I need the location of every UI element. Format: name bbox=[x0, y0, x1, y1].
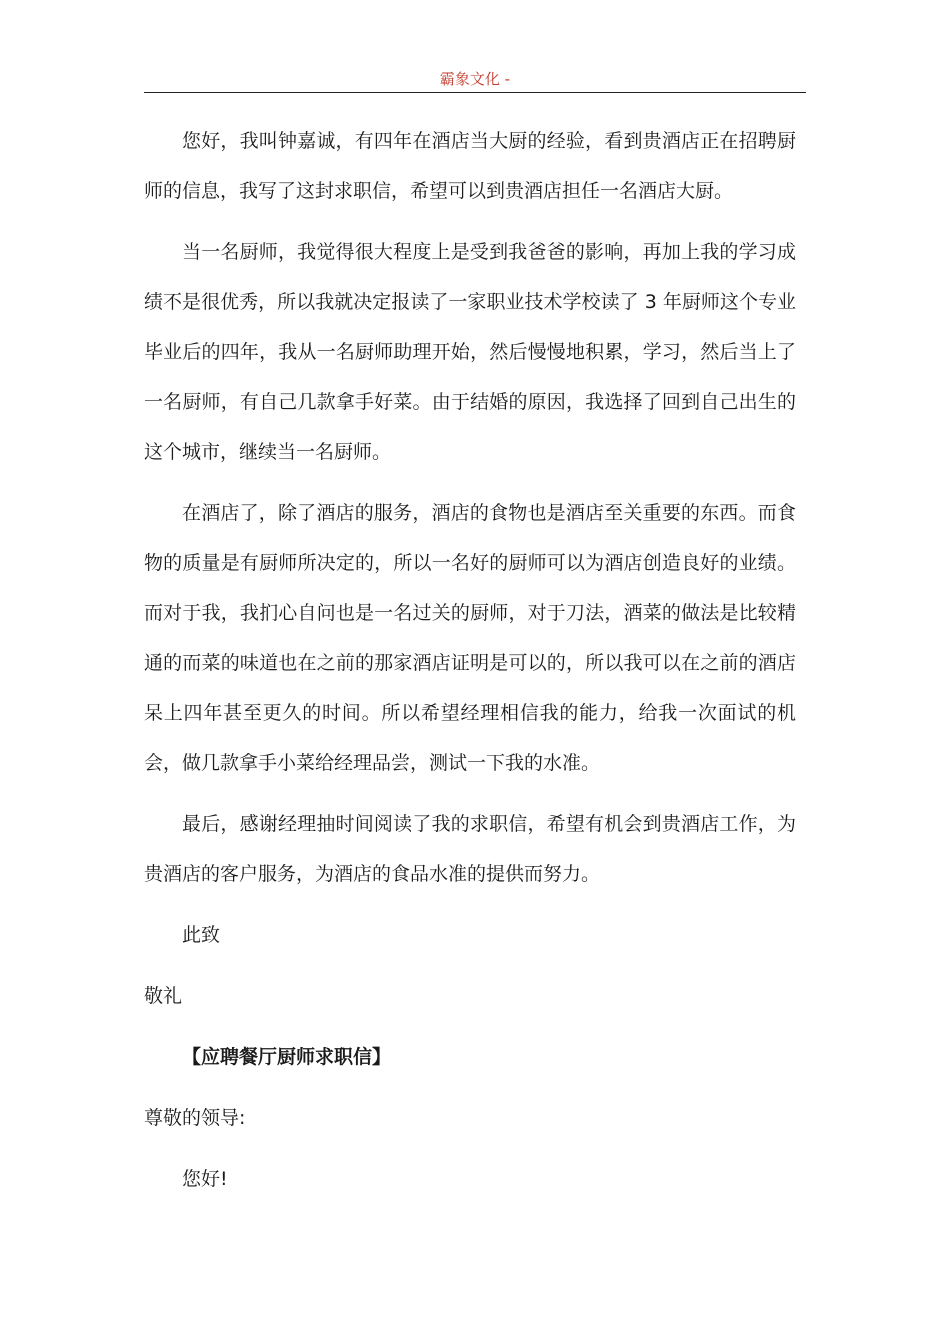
paragraph-thanks: 最后，感谢经理抽时间阅读了我的求职信，希望有机会到贵酒店工作，为贵酒店的客户服务，为酒店的食品水准的提供而努力。 bbox=[144, 813, 796, 885]
second-letter-opening: 您好! bbox=[182, 1168, 228, 1190]
header-title: 霸象文化 - bbox=[439, 70, 511, 88]
closing-greeting: 此致 bbox=[182, 924, 221, 946]
paragraph-background: 当一名厨师，我觉得很大程度上是受到我爸爸的影响，再加上我的学习成绩不是很优秀，所以我就决定报读了一家职业技术学校读了 3 年厨师这个专业毕业后的四年，我从一名厨师助理开始，然后慢慢地积累，学习，然后当上了一名厨师，有自己几款拿手好菜。由于结婚的原因，我选择了回到自己出生的这个城市，继续当一名厨师。 bbox=[144, 241, 796, 463]
page-header bbox=[144, 66, 806, 93]
paragraph-qualifications: 在酒店了，除了酒店的服务，酒店的食物也是酒店至关重要的东西。而食物的质量是有厨师所决定的，所以一名好的厨师可以为酒店创造良好的业绩。而对于我，我扪心自问也是一名过关的厨师，对于刀法，酒菜的做法是比较精通的而菜的味道也在之前的那家酒店证明是可以的，所以我可以在之前的酒店呆上四年甚至更久的时间。所以希望经理相信我的能力，给我一次面试的机会，做几款拿手小菜给经理品尝，测试一下我的水准。 bbox=[144, 502, 796, 774]
letter-body bbox=[144, 116, 796, 1215]
paragraph-intro: 您好，我叫钟嘉诚，有四年在酒店当大厨的经验，看到贵酒店正在招聘厨师的信息，我写了这封求职信，希望可以到贵酒店担任一名酒店大厨。 bbox=[144, 130, 796, 202]
second-letter-title: 【应聘餐厅厨师求职信】 bbox=[182, 1046, 392, 1068]
second-letter-addressee: 尊敬的领导: bbox=[144, 1107, 246, 1129]
closing-salute: 敬礼 bbox=[144, 985, 183, 1007]
